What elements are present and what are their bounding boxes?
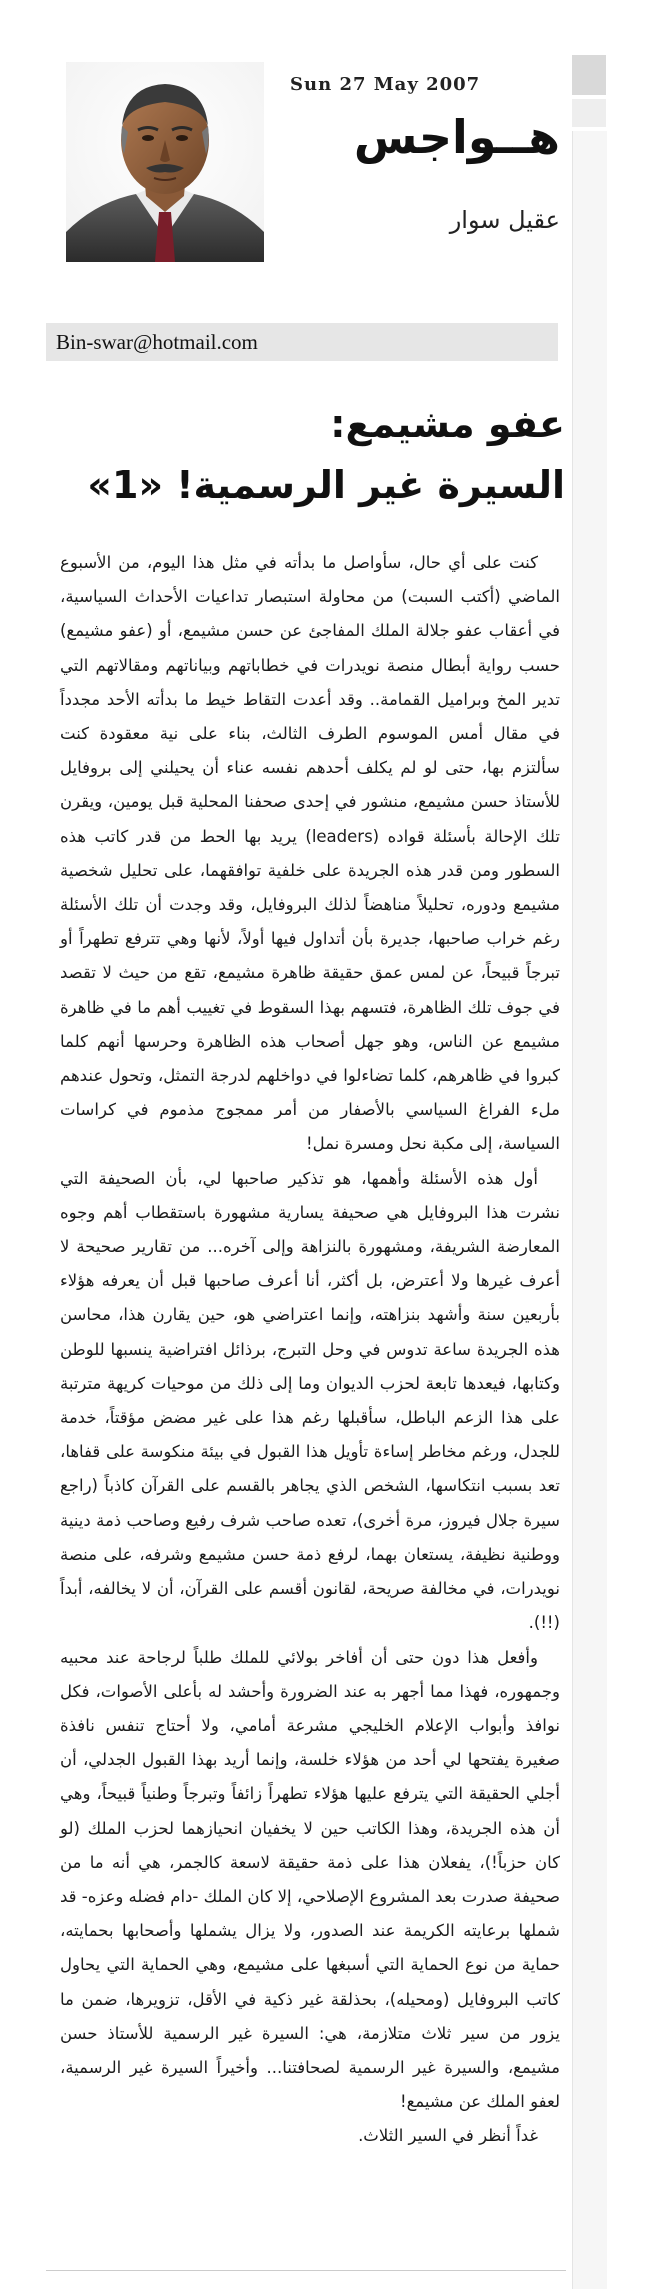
side-decoration-strip bbox=[572, 55, 606, 2289]
article-paragraph: وأفعل هذا دون حتى أن أفاخر بولائي للملك طلباً لرجاحة عند محبيه وجمهوره، فهذا مما أجهر به عند الضرورة وأحشد له بأعلى الأصوات، فكل نوافذ وأبواب الإعلام الخليجي مشرعة أمامي، ولا أحتاج تنفس نافذة صغيرة يفتحها لي أحد من هؤلاء خلسة، وإنما أريد بهذا القبول الجدلي، أن أجلي الحقيقة التي يترفع عليها هؤلاء تطهراً زائفاً وتبرجاً وطنياً قبيحاً، وهي أن هذه الجريدة، وهذا الكاتب حين لا يخفيان انحيازهما لحزب الملك (لو كان حزباً!)، يفعلان هذا على ذمة حقيقة لاسعة كالجمر، هي أنه ما من صحيفة صدرت بعد المشروع الإصلاحي، إلا كان الملك -دام فضله وعزه- قد شملها برعايته الكريمة عند الصدور، ولا يزال يشملها وأصحابها بحمايته، حماية من نوع الحماية التي أسبغها على مشيمع، وهي الحماية التي يحاول كاتب البروفايل (ومحيله)، بحذلقة غير ذكية في الأقل، تزويرها، ضمن ما يزور من سير ثلاث متلازمة، هي: السيرة غير الرسمية للأستاذ حسن مشيمع، والسيرة غير الرسمية لصحافتنا... وأخيراً السيرة غير الرسمية، لعفو الملك عن مشيمع! bbox=[59, 1647, 560, 2112]
issue-date: Sun 27 May 2007 bbox=[290, 74, 481, 95]
bottom-divider bbox=[46, 2270, 566, 2271]
article-body bbox=[60, 546, 560, 2154]
author-email[interactable]: Bin-swar@hotmail.com bbox=[46, 323, 558, 361]
author-name: عقيل سوار bbox=[449, 206, 560, 234]
headline-line-2: السيرة غير الرسمية! «1» bbox=[87, 463, 565, 507]
strip-column-background bbox=[572, 131, 607, 2289]
strip-block-top bbox=[572, 55, 606, 95]
article-paragraph: كنت على أي حال، سأواصل ما بدأته في مثل هذا اليوم، من الأسبوع الماضي (أكتب السبت) من محاولة استبصار تداعيات الأحداث السياسية، في أعقاب عفو جلالة الملك المفاجئ عن حسن مشيمع، أو (عفو مشيمع) حسب رواية أبطال منصة نويدرات في خطاباتهم وبياناتهم ومقالاتهم التي تدير المخ وبراميل القمامة.. وقد أعدت التقاط خيط ما بدأته الأحد مجدداً في مقال أمس الموسوم الطرف الثالث، بناء على نية معقودة كنت سألتزم بها، حتى لو لم يكلف أحدهم نفسه عناء أن يحيلني إلى بروفايل للأستاذ حسن مشيمع، منشور في إحدى صحفنا المحلية قبل يومين، ويقرن تلك الإحالة بأسئلة قواده (leaders) يريد بها الحط من قدر كاتب هذه السطور ومن قدر هذه الجريدة على خلفية توافقهما، على تحليل شخصية مشيمع ودوره، تحليلاً مناهضاً لذلك البروفايل، وقد وجدت أن تلك الأسئلة رغم خراب صاحبها، جديرة بأن أتداول فيها أولاً، لأنها وهي تترفع تطهراً أو تبرجاً قبيحاً، عن لمس عمق حقيقة ظاهرة مشيمع، تقع من حيث لا تقصد في جوف تلك الظاهرة، فتسهم بهذا السقوط في تغييب أهم ما في ظاهرة مشيمع عن الناس، وهو جهل أصحاب هذه الظاهرة وحرسها أنهم كلما كبروا في ظاهرهم، كلما تضاءلوا في دواخلهم لدرجة التمثل، وتحول عندهم ملء الفراغ السياسي بالأصفار من أمر ممجوج مذموم في كراسات السياسة، إلى مكبة نحل ومسرة نمل! bbox=[60, 553, 560, 1154]
column-title: هــواجس bbox=[353, 110, 560, 164]
strip-block-middle bbox=[572, 99, 606, 127]
author-photo bbox=[66, 62, 264, 262]
article-paragraph: أول هذه الأسئلة وأهمها، هو تذكير صاحبها لي، بأن الصحيفة التي نشرت هذا البروفايل هي صحيفة يسارية مشهورة باستقطاب أهم وجوه المعارضة الشريفة، ومشهورة بالنزاهة وإلى آخره... من تقارير صحيحة لا أعرف غيرها ولا أعترض، بل أكثر، أنا أعرف صاحبها قبل أن يعرفه هؤلاء بأربعين سنة وأشهد بنزاهته، وإنما اعتراضي هو، حين يقارن هذا، محاسن هذه الجريدة ساعة تدوس في وحل التبرج، برذائل افتراضية ينسبها للوطن وكتابها، فيعدها تابعة لحزب الديوان وما إلى ذلك من موحيات كريهة مترتبة على هذا الزعم الباطل، سأقبلها رغم هذا على غير مضض مؤقتاً، خدمة للجدل، ورغم مخاطر إساءة تأويل هذا القبول في بيئة منكوسة على قفاها، تعد بسبب انتكاسها، الشخص الذي يجاهر بالقسم على القرآن كاذباً (راجع سيرة جلال فيروز، مرة أخرى)، تعده صاحب شرف رفيع وصاحب ذمة دينية ووطنية نظيفة، يستعان بهما، لرفع ذمة حسن مشيمع وشرفه، على منصة نويدرات، في مخالفة صريحة، لقانون أقسم على القرآن، أن لا يخالفه، أبداً (!!). bbox=[60, 1168, 560, 1633]
article-paragraph: غداً أنظر في السير الثلاث. bbox=[358, 2126, 538, 2146]
headline-line-1: عفو مشيمع: bbox=[330, 402, 565, 446]
